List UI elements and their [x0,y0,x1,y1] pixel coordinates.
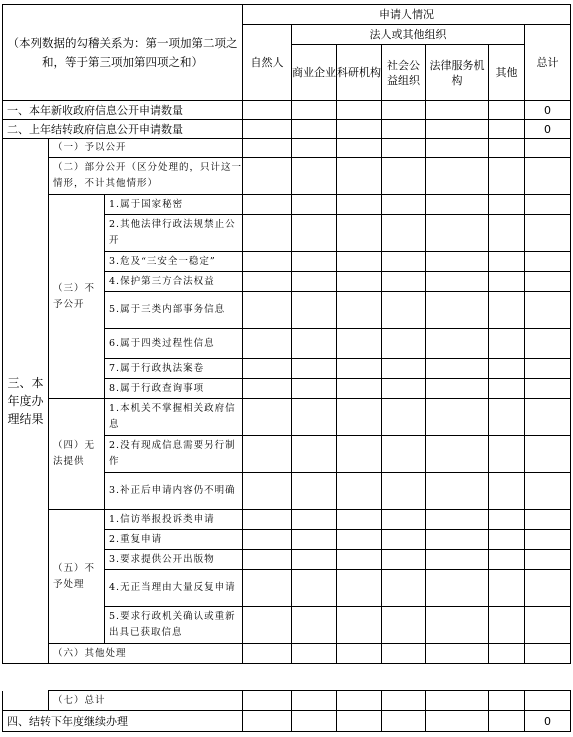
row2-total: 0 [525,120,571,139]
empty-cell [243,473,292,510]
group3-item-4: 4.保护第三方合法权益 [105,272,243,292]
empty-cell [426,120,489,139]
empty-cell [525,510,571,530]
empty-cell [426,473,489,510]
empty-cell [426,272,489,292]
header-social: 社会公益组织 [382,45,426,101]
empty-cell [426,292,489,329]
empty-cell [337,399,382,436]
group4-item-1: 1.本机关不掌握相关政府信息 [105,399,243,436]
empty-cell [292,711,337,732]
empty-cell [489,399,525,436]
empty-cell [489,120,525,139]
empty-cell [382,359,426,379]
row3-disclose: （一）予以公开 [49,139,243,158]
empty-cell [292,252,337,272]
empty-cell [382,139,426,158]
row2-label: 二、上年结转政府信息公开申请数量 [3,120,243,139]
empty-cell [489,101,525,120]
empty-cell [292,691,337,711]
empty-cell [382,399,426,436]
empty-cell [489,379,525,399]
empty-cell [489,510,525,530]
row1-label: 一、本年新收政府信息公开申请数量 [3,101,243,120]
empty-cell [382,252,426,272]
empty-cell [337,120,382,139]
empty-cell [525,607,571,644]
empty-cell [489,530,525,550]
empty-cell [337,570,382,607]
empty-cell [382,550,426,570]
empty-cell [337,292,382,329]
empty-cell [337,473,382,510]
header-applicant: 申请人情况 [243,5,571,25]
empty-cell [292,379,337,399]
empty-cell [489,329,525,359]
row1-total: 0 [525,101,571,120]
empty-cell [243,120,292,139]
empty-cell [337,215,382,252]
empty-cell [525,379,571,399]
empty-cell [337,379,382,399]
empty-cell [382,436,426,473]
empty-cell [489,473,525,510]
empty-cell [243,252,292,272]
empty-cell [426,550,489,570]
empty-cell [525,399,571,436]
empty-cell [337,101,382,120]
empty-cell [382,272,426,292]
group3-item-6: 6.属于四类过程性信息 [105,329,243,359]
empty-cell [292,607,337,644]
empty-cell [382,691,426,711]
empty-cell [337,139,382,158]
empty-cell [243,570,292,607]
empty-cell [426,139,489,158]
empty-cell [337,691,382,711]
empty-cell [525,252,571,272]
empty-cell [489,644,525,664]
empty-cell [243,272,292,292]
empty-cell [292,120,337,139]
group3-item-5: 5.属于三类内部事务信息 [105,292,243,329]
empty-cell [426,215,489,252]
empty-cell [243,195,292,215]
empty-cell [292,436,337,473]
empty-cell [292,139,337,158]
group4-item-2: 2.没有现成信息需要另行制作 [105,436,243,473]
empty-cell [426,530,489,550]
empty-cell [426,329,489,359]
empty-cell [243,215,292,252]
empty-cell [292,101,337,120]
empty-cell [292,215,337,252]
empty-cell [489,252,525,272]
empty-cell [426,399,489,436]
group5-item-1: 1.信访举报投诉类申请 [105,510,243,530]
empty-cell [243,399,292,436]
empty-cell [489,215,525,252]
empty-cell [426,711,489,732]
group4-label: （四）无法提供 [49,399,105,510]
empty-cell [243,359,292,379]
header-business: 商业企业 [292,45,337,101]
empty-cell [337,329,382,359]
group3-item-7: 7.属于行政执法案卷 [105,359,243,379]
main-table [2,4,571,664]
row3-partial: （二）部分公开（区分处理的，只计这一情形，不计其他情形） [49,158,243,195]
empty-cell [243,550,292,570]
empty-cell [337,607,382,644]
empty-cell [382,644,426,664]
empty-cell [426,644,489,664]
empty-cell [243,691,292,711]
empty-cell [292,272,337,292]
empty-cell [525,139,571,158]
empty-cell [426,436,489,473]
summary-table [2,690,571,732]
empty-cell [426,252,489,272]
empty-cell [292,292,337,329]
empty-cell [426,607,489,644]
empty-cell [382,292,426,329]
empty-cell [426,691,489,711]
empty-cell [489,359,525,379]
empty-cell [337,510,382,530]
empty-cell [243,436,292,473]
empty-cell [382,510,426,530]
empty-cell [525,195,571,215]
empty-cell [426,359,489,379]
empty-cell [426,570,489,607]
empty-cell [525,550,571,570]
empty-cell [292,399,337,436]
empty-cell [426,379,489,399]
row4-label: 四、结转下年度继续办理 [3,711,243,732]
empty-cell [489,711,525,732]
empty-cell [243,139,292,158]
empty-cell [337,644,382,664]
empty-cell [489,607,525,644]
empty-cell [489,436,525,473]
group3-label: （三）不予公开 [49,195,105,399]
empty-cell [382,607,426,644]
empty-cell [292,158,337,195]
empty-cell [337,195,382,215]
group5-item-2: 2.重复申请 [105,530,243,550]
empty-cell [489,158,525,195]
header-other: 其他 [489,45,525,101]
empty-cell [525,570,571,607]
empty-cell [337,158,382,195]
empty-cell [292,644,337,664]
empty-cell [243,329,292,359]
empty-cell [525,691,571,711]
empty-cell [489,272,525,292]
empty-cell [382,215,426,252]
empty-cell [489,550,525,570]
group4-item-3: 3.补正后申请内容仍不明确 [105,473,243,510]
group5-label: （五）不予处理 [49,510,105,644]
empty-cell [337,711,382,732]
empty-cell [489,691,525,711]
empty-cell [525,215,571,252]
empty-cell [426,510,489,530]
empty-cell [489,195,525,215]
empty-cell [525,359,571,379]
empty-cell [337,550,382,570]
empty-cell [525,644,571,664]
empty-cell [525,473,571,510]
row4-total: 0 [525,711,571,732]
empty-cell [243,101,292,120]
empty-cell [292,195,337,215]
empty-cell [292,359,337,379]
row3-label: 三、本年度办理结果 [3,139,49,664]
empty-cell [337,272,382,292]
empty-cell [292,510,337,530]
empty-cell [292,329,337,359]
row3-other-processing: （六）其他处理 [49,644,243,664]
empty-cell [382,530,426,550]
empty-cell [243,292,292,329]
group5-item-4: 4.无正当理由大量反复申请 [105,570,243,607]
header-total: 总计 [525,25,571,101]
empty-cell [382,120,426,139]
header-note: （本列数据的勾稽关系为：第一项加第二项之和，等于第三项加第四项之和） [3,5,243,101]
empty-cell [382,329,426,359]
header-legal-service: 法律服务机构 [426,45,489,101]
empty-cell [243,711,292,732]
empty-cell [489,292,525,329]
group3-item-3: 3.危及“三安全一稳定” [105,252,243,272]
empty-cell [243,158,292,195]
empty-cell [382,711,426,732]
empty-cell [337,252,382,272]
empty-cell [382,101,426,120]
empty-cell [243,530,292,550]
empty-cell [382,570,426,607]
empty-cell [337,530,382,550]
header-natural-person: 自然人 [243,25,292,101]
empty-cell [382,473,426,510]
empty-cell [337,436,382,473]
empty-cell [426,195,489,215]
empty-cell [243,607,292,644]
empty-cell [292,530,337,550]
empty-cell [243,379,292,399]
empty-cell [525,530,571,550]
empty-cell [382,195,426,215]
group5-item-5: 5.要求行政机关确认或重新出具已获取信息 [105,607,243,644]
empty-cell [3,691,49,711]
empty-cell [489,139,525,158]
empty-cell [525,292,571,329]
group3-item-1: 1.属于国家秘密 [105,195,243,215]
empty-cell [525,158,571,195]
group3-item-8: 8.属于行政查询事项 [105,379,243,399]
empty-cell [292,473,337,510]
row3-total: （七）总计 [49,691,243,711]
empty-cell [292,550,337,570]
empty-cell [525,436,571,473]
empty-cell [337,359,382,379]
empty-cell [292,570,337,607]
empty-cell [489,570,525,607]
empty-cell [426,158,489,195]
empty-cell [243,644,292,664]
header-research: 科研机构 [337,45,382,101]
empty-cell [382,379,426,399]
empty-cell [382,158,426,195]
empty-cell [525,272,571,292]
empty-cell [525,329,571,359]
empty-cell [243,510,292,530]
group5-item-3: 3.要求提供公开出版物 [105,550,243,570]
empty-cell [426,101,489,120]
header-legal-org: 法人或其他组织 [292,25,525,45]
group3-item-2: 2.其他法律行政法规禁止公开 [105,215,243,252]
